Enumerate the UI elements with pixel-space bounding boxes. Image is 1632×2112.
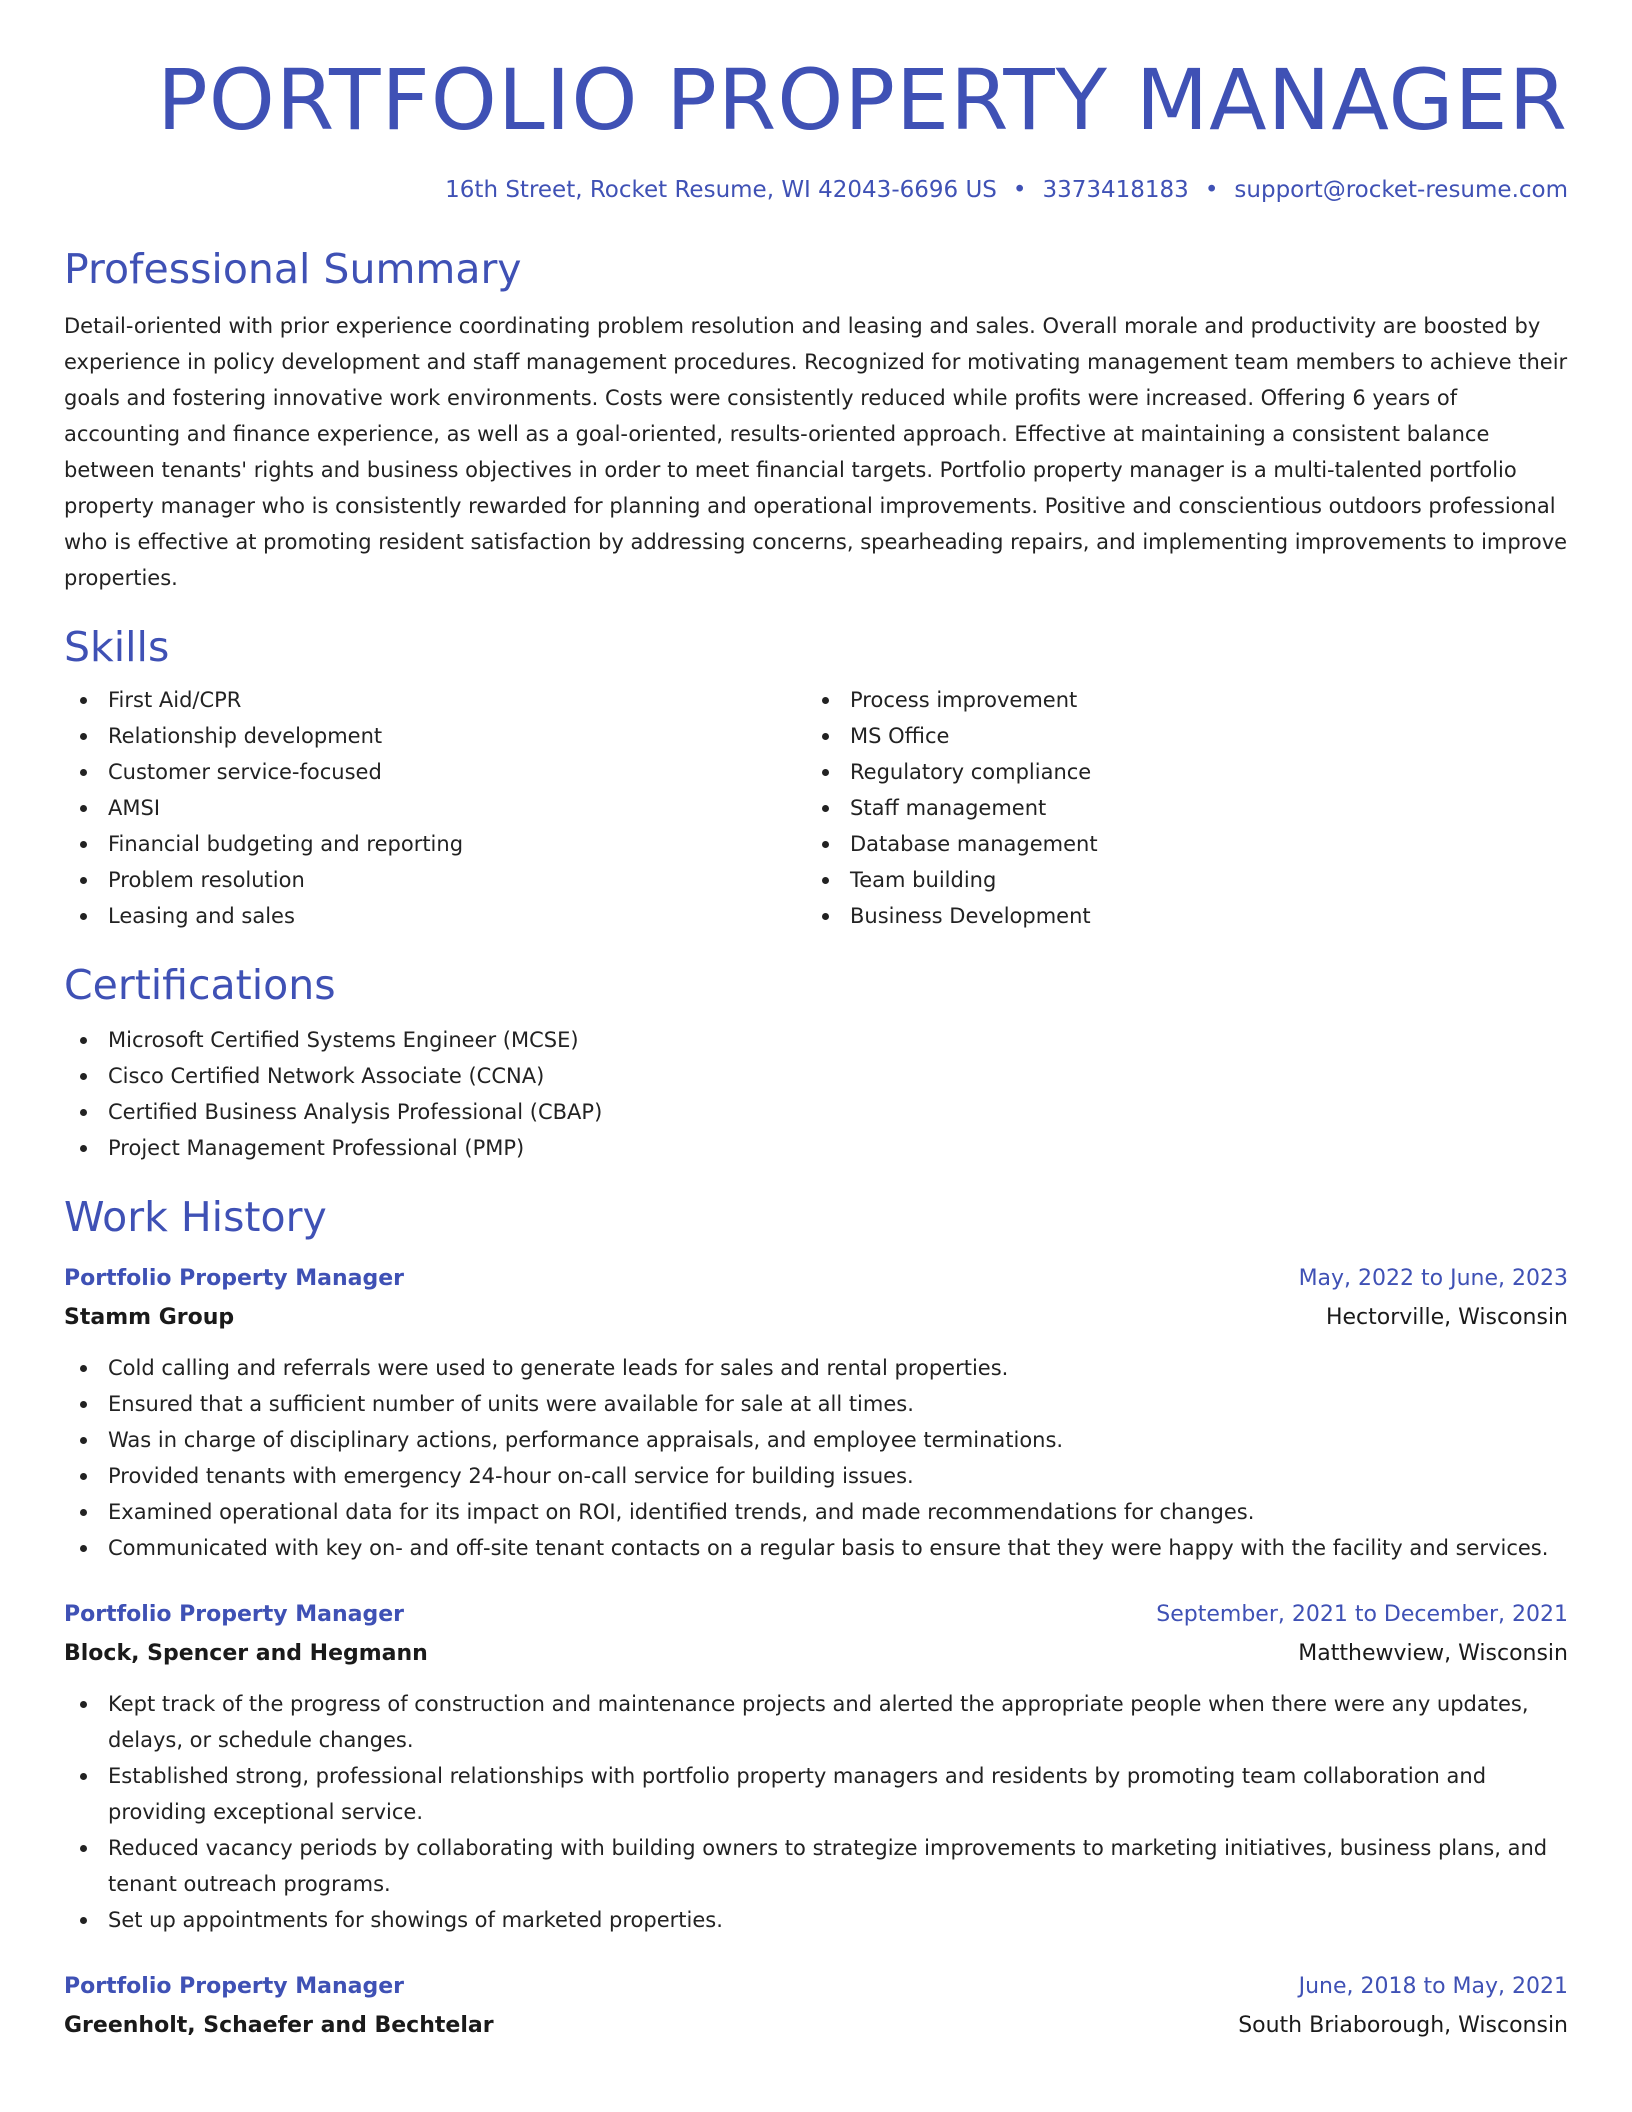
skill-item: Staff management — [806, 790, 1548, 826]
contact-address: 16th Street, Rocket Resume, WI 42043-6696 US — [445, 177, 997, 203]
resume-name: PORTFOLIO PROPERTY MANAGER — [157, 51, 1568, 149]
job-company: Block, Spencer and Hegmann — [64, 1641, 428, 1666]
contact-separator: • — [1012, 177, 1027, 203]
contact-separator: • — [1204, 177, 1219, 203]
skill-item: Team building — [806, 862, 1548, 898]
skill-item: Process improvement — [806, 682, 1548, 718]
summary-heading: Professional Summary — [64, 245, 522, 293]
certifications-heading: Certifications — [64, 961, 336, 1009]
skill-item: MS Office — [806, 718, 1548, 754]
certifications-list — [64, 1022, 1568, 1166]
job-title: Portfolio Property Manager — [64, 1602, 405, 1627]
skills-heading: Skills — [64, 623, 170, 671]
skill-item: AMSI — [64, 790, 806, 826]
certification-item: Microsoft Certified Systems Engineer (MCSE) — [64, 1022, 1568, 1058]
skill-item: Problem resolution — [64, 862, 806, 898]
job-duties-list — [64, 1350, 1568, 1566]
skill-item: Database management — [806, 826, 1548, 862]
job-entry — [64, 1596, 1568, 1938]
skill-item: Relationship development — [64, 718, 806, 754]
job-dates: May, 2022 to June, 2023 — [1298, 1266, 1568, 1291]
skill-item: Financial budgeting and reporting — [64, 826, 806, 862]
job-duty-item: Examined operational data for its impact on ROI, identified trends, and made recommendations for changes. — [64, 1494, 1568, 1530]
job-title: Portfolio Property Manager — [64, 1974, 405, 1999]
job-location: South Briaborough, Wisconsin — [1238, 2013, 1568, 2038]
job-duty-item: Was in charge of disciplinary actions, performance appraisals, and employee terminations. — [64, 1422, 1568, 1458]
job-duty-item: Set up appointments for showings of marketed properties. — [64, 1902, 1568, 1938]
work-history-heading: Work History — [64, 1193, 327, 1241]
job-duty-item: Cold calling and referrals were used to generate leads for sales and rental properties. — [64, 1350, 1568, 1386]
job-duties-list — [64, 1686, 1568, 1938]
certification-item: Project Management Professional (PMP) — [64, 1130, 1568, 1166]
job-duty-item: Communicated with key on- and off-site tenant contacts on a regular basis to ensure that they were happy with the facility and services. — [64, 1530, 1568, 1566]
summary-text: Detail-oriented with prior experience coordinating problem resolution and leasing and sales. Overall morale and productivity are boosted by experience in policy development and staff management procedures. Recognized for motivating management team members to achieve their goals and fostering innovative work environments. Costs were consistently reduced while profits were increased. Offering 6 years of accounting and finance experience, as well as a goal-oriented, results-oriented approach. Effective at maintaining a consistent balance between tenants' rights and business objectives in order to meet financial targets. Portfolio property manager is a multi-talented portfolio property manager who is consistently rewarded for planning and operational improvements. Positive and conscientious outdoors professional who is effective at promoting resident satisfaction by addressing concerns, spearheading repairs, and implementing improvements to improve properties. — [64, 314, 1568, 590]
job-entry — [64, 1260, 1568, 1566]
skill-item: Regulatory compliance — [806, 754, 1548, 790]
contact-email: support@rocket-resume.com — [1234, 177, 1568, 203]
certification-item: Cisco Certified Network Associate (CCNA) — [64, 1058, 1568, 1094]
skills-column-left — [64, 682, 806, 934]
job-entry — [64, 1968, 1568, 2046]
contact-phone: 3373418183 — [1042, 177, 1189, 203]
contact-line — [64, 174, 1568, 206]
job-location: Hectorville, Wisconsin — [1325, 1305, 1568, 1330]
job-dates: September, 2021 to December, 2021 — [1156, 1602, 1568, 1627]
job-duty-item: Established strong, professional relationships with portfolio property managers and residents by promoting team collaboration and providing exceptional service. — [64, 1758, 1568, 1830]
skills-column-right — [806, 682, 1548, 934]
job-location: Matthewview, Wisconsin — [1298, 1641, 1568, 1666]
job-title: Portfolio Property Manager — [64, 1266, 405, 1291]
job-dates: June, 2018 to May, 2021 — [1298, 1974, 1568, 1999]
job-duty-item: Kept track of the progress of construction and maintenance projects and alerted the appropriate people when there were any updates, delays, or schedule changes. — [64, 1686, 1568, 1758]
job-company: Stamm Group — [64, 1305, 235, 1330]
certification-item: Certified Business Analysis Professional (CBAP) — [64, 1094, 1568, 1130]
skill-item: First Aid/CPR — [64, 682, 806, 718]
job-duty-item: Reduced vacancy periods by collaborating with building owners to strategize improvements to marketing initiatives, business plans, and tenant outreach programs. — [64, 1830, 1568, 1902]
skill-item: Leasing and sales — [64, 898, 806, 934]
job-duty-item: Ensured that a sufficient number of units were available for sale at all times. — [64, 1386, 1568, 1422]
job-company: Greenholt, Schaefer and Bechtelar — [64, 2013, 494, 2038]
skills-list — [64, 682, 1568, 934]
job-duty-item: Provided tenants with emergency 24-hour on-call service for building issues. — [64, 1458, 1568, 1494]
skill-item: Business Development — [806, 898, 1548, 934]
skill-item: Customer service-focused — [64, 754, 806, 790]
